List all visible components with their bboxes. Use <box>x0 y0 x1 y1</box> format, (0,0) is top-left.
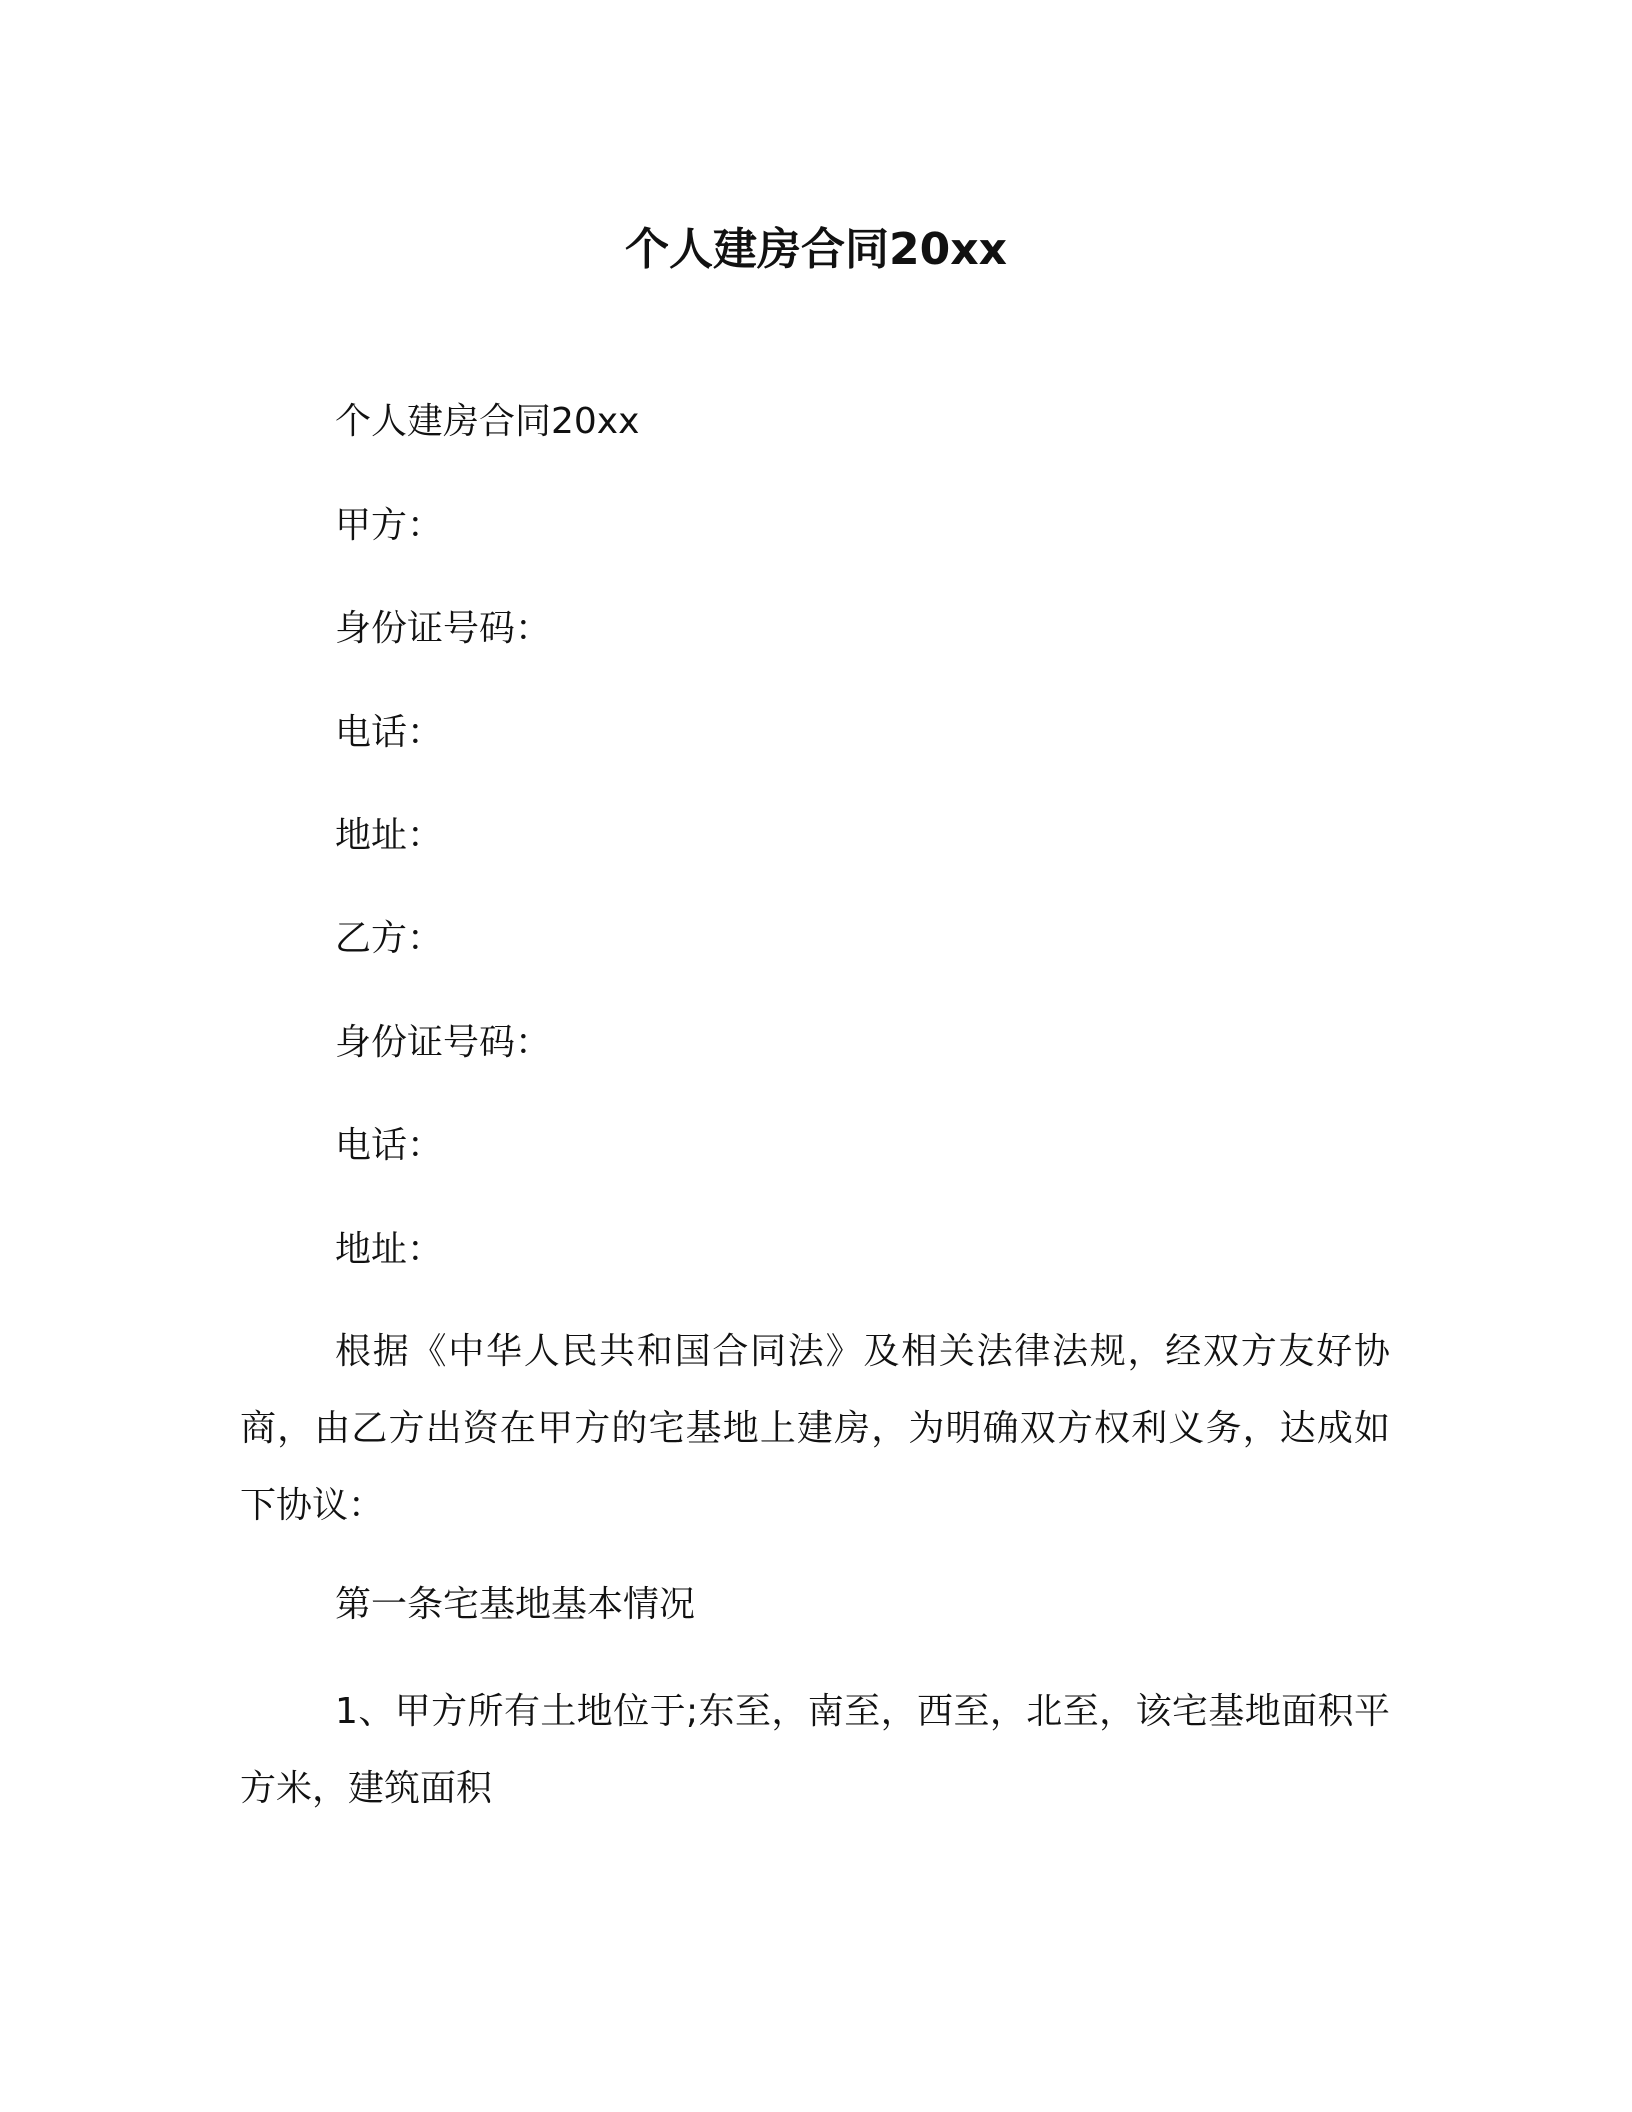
intro-paragraph: 根据《中华人民共和国合同法》及相关法律法规，经双方友好协商，由乙方出资在甲方的宅基地上建房，为明确双方权利义务，达成如下协议： <box>240 1331 1390 1526</box>
article-1-item-1: 1、甲方所有土地位于;东至，南至，西至，北至，该宅基地面积平方米，建筑面积 <box>240 1691 1390 1809</box>
party-a-address-label: 地址： <box>335 815 444 856</box>
party-a-phone-label: 电话： <box>335 712 444 753</box>
party-b-address-label: 地址： <box>335 1229 444 1270</box>
party-b-id-label: 身份证号码： <box>335 1022 552 1063</box>
article-1-heading: 第一条宅基地基本情况 <box>335 1584 696 1625</box>
party-a-id-label: 身份证号码： <box>335 608 552 649</box>
document-subtitle: 个人建房合同20xx <box>335 401 640 442</box>
party-a-label: 甲方： <box>335 505 444 546</box>
party-b-label: 乙方： <box>335 918 444 959</box>
document-title: 个人建房合同20xx <box>625 224 1007 275</box>
party-b-phone-label: 电话： <box>335 1125 444 1166</box>
